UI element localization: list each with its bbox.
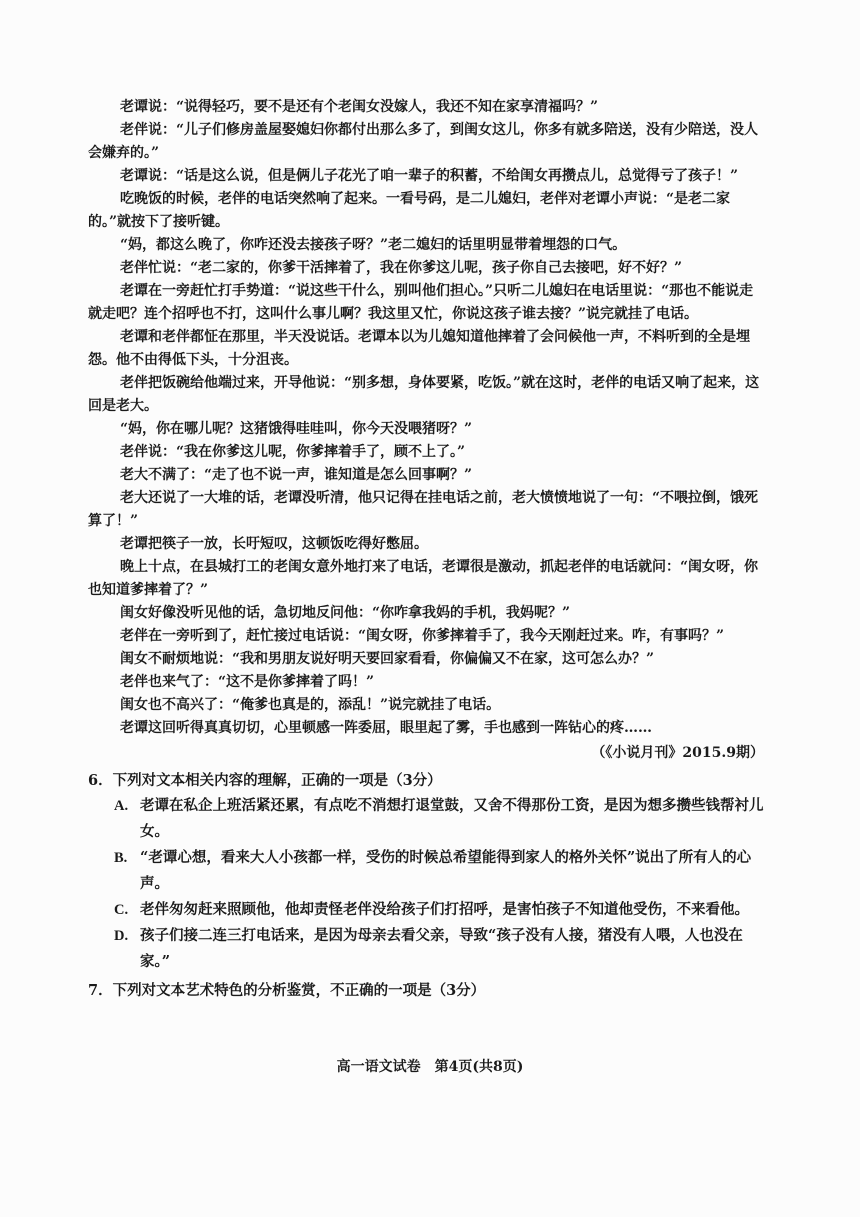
option-label: B.: [114, 850, 128, 866]
question-7: 7．下列对文本艺术特色的分析鉴赏，不正确的一项是（3分）: [88, 982, 486, 999]
question-6-option-a: [114, 793, 764, 845]
option-text: “老谭心想，看来大人小孩都一样，受伤的时候总希望能得到家人的格外关怀”说出了所有人的心声。: [140, 849, 752, 892]
question-6-option-c: [114, 897, 764, 923]
passage-paragraph: 老谭把筷子一放，长吁短叹，这顿饭吃得好憋屈。: [120, 536, 428, 552]
passage-paragraph: 老伴也来气了：“这不是你爹摔着了吗！”: [120, 674, 375, 690]
passage-paragraph: “妈，都这么晚了，你咋还没去接孩子呀？”老二媳妇的话里明显带着埋怨的口气。: [120, 237, 627, 253]
question-6-option-b: [114, 845, 764, 897]
option-text: 老谭在私企上班活紧还累，有点吃不消想打退堂鼓，又舍不得那份工资，是因为想多攒些钱帮衬儿女。: [140, 797, 764, 840]
passage-paragraph: 老谭在一旁赶忙打手势道：“说这些干什么，别叫他们担心。”只听二儿媳妇在电话里说：“那也不能说走就走吧？连个招呼也不打，这叫什么事儿啊？我这里又忙，你说这孩子谁去接？”说完就挂了电话。: [88, 283, 754, 322]
passage-paragraph: 老谭说：“说得轻巧，要不是还有个老闺女没嫁人，我还不知在家享清福吗？”: [120, 99, 599, 115]
passage-paragraph: 吃晚饭的时候，老伴的电话突然响了起来。一看号码，是二儿媳妇，老伴对老谭小声说：“是老二家的。”就按下了接听键。: [88, 191, 731, 230]
passage-paragraph: 老伴把饭碗给他端过来，开导他说：“别多想，身体要紧，吃饭。”就在这时，老伴的电话又响了起来，这回是老大。: [88, 375, 760, 414]
exam-content: [88, 96, 764, 1003]
passage-paragraph: 老伴在一旁听到了，赶忙接过电话说：“闺女呀，你爹摔着手了，我今天刚赶过来。咋，有事吗？”: [120, 628, 725, 644]
passage-paragraph: 晚上十点，在县城打工的老闺女意外地打来了电话，老谭很是激动，抓起老伴的电话就问：“闺女呀，你也知道爹摔着了？”: [88, 559, 759, 598]
story-passage: [88, 96, 764, 765]
passage-paragraph: 老谭这回听得真真切切，心里顿感一阵委屈，眼里起了雾，手也感到一阵钻心的疼……: [120, 720, 652, 736]
passage-paragraph: 老伴说：“儿子们修房盖屋娶媳妇你都付出那么多了，到闺女这儿，你多有就多陪送，没有少陪送，没人会嫌弃的。”: [88, 122, 759, 161]
option-text: 老伴匆匆赶来照顾他，他却责怪老伴没给孩子们打招呼，是害怕孩子不知道他受伤，不来看他。: [140, 901, 749, 918]
passage-paragraph: 闺女也不高兴了：“俺爹也真是的，添乱！”说完就挂了电话。: [120, 697, 501, 713]
question-6-option-d: [114, 923, 764, 975]
passage-paragraph: 闺女好像没听见他的话，急切地反问他：“你咋拿我妈的手机，我妈呢？”: [120, 605, 571, 621]
option-text: 孩子们接二连三打电话来，是因为母亲去看父亲，导致“孩子没有人接，猪没有人喂，人也没在家。”: [140, 927, 743, 970]
passage-paragraph: “妈，你在哪儿呢？这猪饿得哇哇叫，你今天没喂猪呀？”: [120, 421, 473, 437]
option-label: A.: [114, 798, 129, 814]
passage-paragraph: 闺女不耐烦地说：“我和男朋友说好明天要回家看看，你偏偏又不在家，这可怎么办？”: [120, 651, 655, 667]
question-6: 6．下列对文本相关内容的理解，正确的一项是（3分）: [88, 772, 442, 789]
page-footer: 高一语文试卷 第4页(共8页): [336, 1059, 524, 1075]
passage-paragraph: 老伴忙说：“老二家的，你爹干活摔着了，我在你爹这儿呢，孩子你自己去接吧，好不好？”: [120, 260, 683, 276]
passage-paragraph: 老谭和老伴都怔在那里，半天没说话。老谭本以为儿媳知道他摔着了会问候他一声，不料听到的全是埋怨。他不由得低下头，十分沮丧。: [88, 329, 750, 368]
passage-paragraph: 老谭说：“话是这么说，但是俩儿子花光了咱一辈子的积蓄，不给闺女再攒点儿，总觉得亏了孩子！”: [120, 168, 739, 184]
option-label: D.: [114, 928, 129, 944]
passage-paragraph: 老大不满了：“走了也不说一声，谁知道是怎么回事啊？”: [120, 467, 473, 483]
passage-paragraph: 老大还说了一大堆的话，老谭没听清，他只记得在挂电话之前，老大愤愤地说了一句：“不喂拉倒，饿死算了！”: [88, 490, 759, 529]
source-citation: （《小说月刊》2015.9期）: [591, 745, 764, 761]
option-label: C.: [114, 902, 129, 918]
passage-paragraph: 老伴说：“我在你爹这儿呢，你爹摔着手了，顾不上了。”: [120, 444, 466, 460]
